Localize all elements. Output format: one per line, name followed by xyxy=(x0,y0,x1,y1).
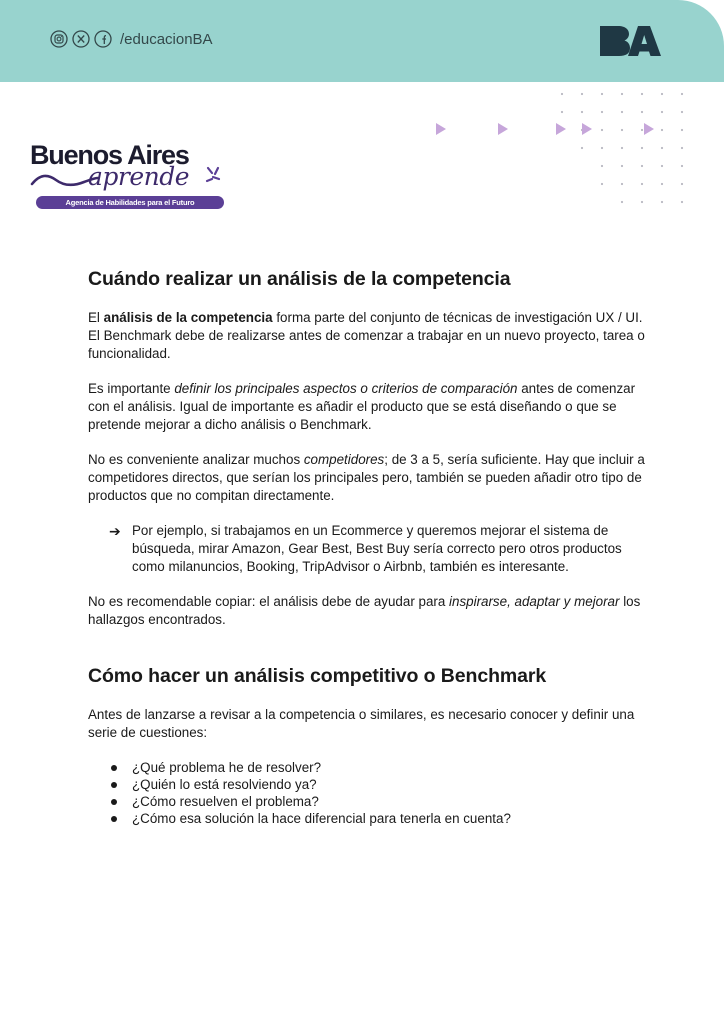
brand-title: Buenos Aires xyxy=(30,140,189,170)
document-body xyxy=(88,266,648,827)
p4-italic: inspirarse, adaptar y mejorar xyxy=(449,594,620,609)
section-2-title: Cómo hacer un análisis competitivo o Benchmark xyxy=(88,665,547,687)
ba-logo-text: BA xyxy=(598,24,600,25)
p4-text-c: los hallazgos encontrados. xyxy=(88,594,641,627)
decorative-arrows xyxy=(434,120,660,138)
paragraph-1 xyxy=(88,309,648,363)
bullet-icon xyxy=(111,799,117,805)
list-item xyxy=(88,793,648,810)
facebook-icon[interactable] xyxy=(94,30,112,48)
bullet-icon xyxy=(111,765,117,771)
instagram-icon[interactable] xyxy=(50,30,68,48)
p3-text-a: No es conveniente analizar muchos xyxy=(88,452,304,467)
list-item xyxy=(88,759,648,776)
decorative-dots xyxy=(560,92,688,216)
brand-script: aprende xyxy=(88,162,190,191)
p2-text-c: antes de comenzar con el análisis. Igual de importante es añadir el producto que se está diseñando o que se pretende mejorar a dicho análisis o Benchmark. xyxy=(88,381,636,432)
p1-text-c: forma parte del conjunto de técnicas de investigación UX / UI. El Benchmark debe de realizarse antes de comenzar a trabajar en un nuevo proyecto, tarea o funcionalidad. xyxy=(88,310,645,361)
bullet-icon xyxy=(111,816,117,822)
section-2-intro: Antes de lanzarse a revisar a la competencia o similares, es necesario conocer y definir una serie de cuestiones: xyxy=(88,707,635,740)
example-item xyxy=(88,522,648,576)
question-text: ¿Cómo esa solución la hace diferencial para tenerla en cuenta? xyxy=(132,811,511,826)
question-text: ¿Quién lo está resolviendo ya? xyxy=(132,777,317,792)
paragraph-3 xyxy=(88,451,648,505)
p1-bold: análisis de la competencia xyxy=(103,310,273,325)
p2-text-a: Es importante xyxy=(88,381,175,396)
p3-text-c: ; de 3 a 5, sería suficiente. Hay que incluir a competidores directos, que serían los principales pero, también se pueden añadir otro tipo de productos que no compitan directamente. xyxy=(88,452,645,503)
example-text: Por ejemplo, si trabajamos en un Ecommerce y queremos mejorar el sistema de búsqueda, mirar Amazon, Gear Best, Best Buy sería correcto pero otros productos como milanuncios, Booking, TripAdvisor o Airbnb, también es interesante. xyxy=(132,523,622,574)
social-links xyxy=(50,30,213,48)
x-icon[interactable] xyxy=(72,30,90,48)
p4-text-a: No es recomendable copiar: el análisis debe de ayudar para xyxy=(88,594,450,609)
ba-logo xyxy=(598,24,662,63)
p2-italic: definir los principales aspectos o criterios de comparación xyxy=(174,381,518,396)
section-1-title: Cuándo realizar un análisis de la competencia xyxy=(88,268,511,290)
questions-list xyxy=(88,759,648,827)
list-item xyxy=(88,810,648,827)
paragraph-2 xyxy=(88,380,648,434)
brand-tagline: Agencia de Habilidades para el Futuro xyxy=(36,196,224,209)
paragraph-4 xyxy=(88,593,648,629)
buenos-aires-aprende-logo xyxy=(30,140,230,212)
p1-text-a: El xyxy=(88,310,104,325)
question-text: ¿Qué problema he de resolver? xyxy=(132,760,322,775)
question-text: ¿Cómo resuelven el problema? xyxy=(132,794,319,809)
arrow-icon: ➔ xyxy=(109,523,121,539)
bullet-icon xyxy=(111,782,117,788)
p3-italic: competidores xyxy=(303,452,385,467)
header-band xyxy=(0,0,724,82)
sparkle-icon xyxy=(204,164,224,190)
list-item xyxy=(88,776,648,793)
social-handle[interactable]: /educacionBA xyxy=(120,30,213,48)
